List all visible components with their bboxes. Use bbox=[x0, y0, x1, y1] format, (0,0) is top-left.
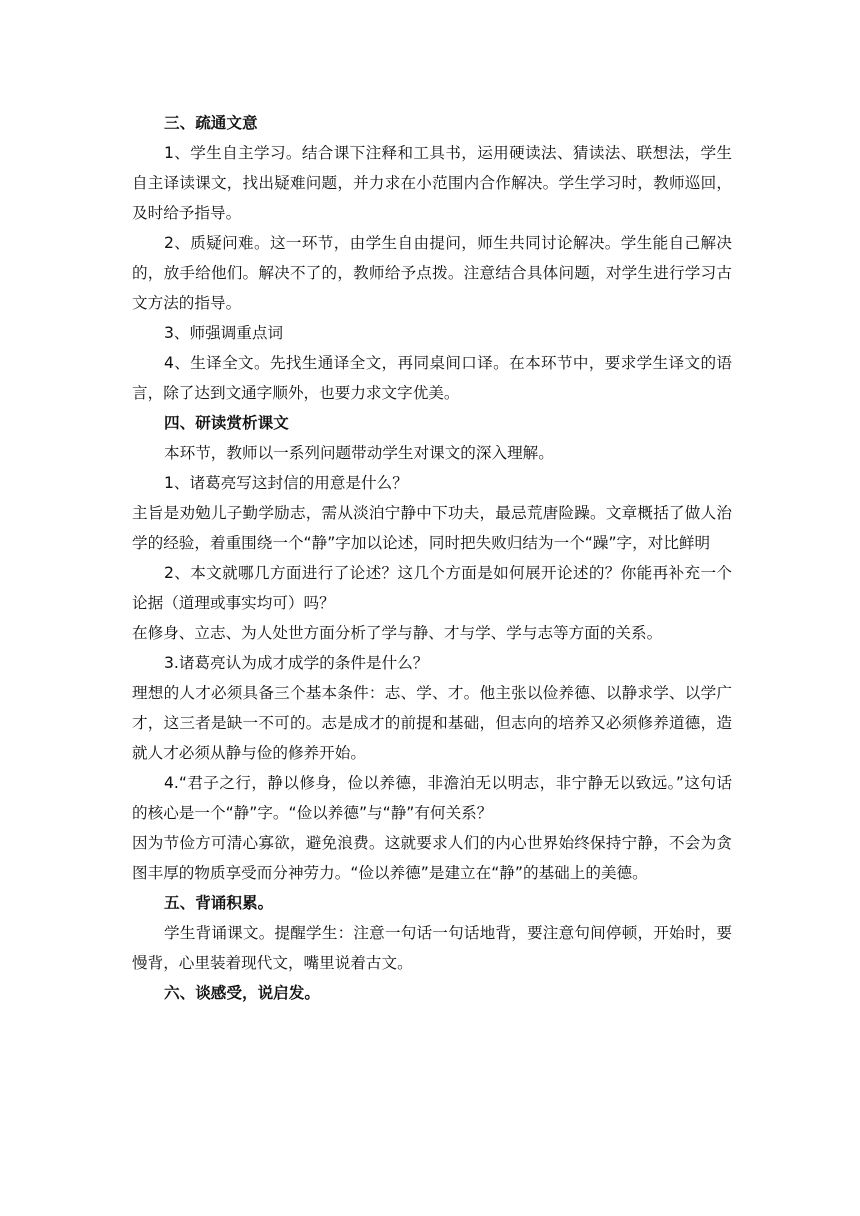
section-5-heading: 五、背诵积累。 bbox=[164, 894, 274, 912]
section-5-paragraph-1: 学生背诵课文。提醒学生：注意一句话一句话地背，要注意句间停顿，开始时，要慢背，心里装着现代文，嘴里说着古文。 bbox=[132, 924, 732, 972]
section-4-question-1: 1、诸葛亮写这封信的用意是什么？ bbox=[164, 474, 408, 492]
section-3-paragraph-2: 2、质疑问难。这一环节，由学生自由提问，师生共同讨论解决。学生能自己解决的，放手给他们。解决不了的，教师给予点拨。注意结合具体问题，对学生进行学习古文方法的指导。 bbox=[132, 234, 732, 312]
section-4-answer-1: 主旨是劝勉儿子勤学励志，需从淡泊宁静中下功夫，最忌荒唐险躁。文章概括了做人治学的经验，着重围绕一个“静”字加以论述，同时把失败归结为一个“躁”字，对比鲜明 bbox=[132, 504, 732, 552]
section-3-paragraph-3: 3、师强调重点词 bbox=[164, 324, 284, 342]
section-4-question-2: 2、本文就哪几方面进行了论述？这几个方面是如何展开论述的？你能再补充一个论据（道理或事实均可）吗？ bbox=[132, 564, 732, 612]
section-3-paragraph-4: 4、生译全文。先找生通译全文，再同桌间口译。在本环节中，要求学生译文的语言，除了达到文通字顺外，也要力求文字优美。 bbox=[132, 354, 732, 402]
section-6-heading: 六、谈感受，说启发。 bbox=[164, 984, 320, 1002]
section-4-heading: 四、研读赏析课文 bbox=[164, 414, 289, 432]
section-4-answer-3: 理想的人才必须具备三个基本条件：志、学、才。他主张以俭养德、以静求学、以学广才，这三者是缺一不可的。志是成才的前提和基础，但志向的培养又必须修养道德，造就人才必须从静与俭的修养开始。 bbox=[132, 684, 732, 762]
section-4-question-4: 4.“君子之行，静以修身，俭以养德，非澹泊无以明志，非宁静无以致远。”这句话的核心是一个“静”字。“俭以养德”与“静”有何关系？ bbox=[132, 774, 732, 822]
section-4-answer-4: 因为节俭方可清心寡欲，避免浪费。这就要求人们的内心世界始终保持宁静，不会为贪图丰厚的物质享受而分神劳力。“俭以养德”是建立在“静”的基础上的美德。 bbox=[132, 834, 732, 882]
section-4-intro: 本环节，教师以一系列问题带动学生对课文的深入理解。 bbox=[164, 444, 554, 462]
section-3-heading: 三、疏通文意 bbox=[164, 114, 258, 132]
document-page bbox=[132, 108, 732, 1008]
section-3-paragraph-1: 1、学生自主学习。结合课下注释和工具书，运用硬读法、猜读法、联想法，学生自主译读课文，找出疑难问题，并力求在小范围内合作解决。学生学习时，教师巡回，及时给予指导。 bbox=[132, 144, 732, 222]
section-4-question-3: 3.诸葛亮认为成才成学的条件是什么？ bbox=[164, 654, 429, 672]
section-4-answer-2: 在修身、立志、为人处世方面分析了学与静、才与学、学与志等方面的关系。 bbox=[132, 624, 663, 642]
